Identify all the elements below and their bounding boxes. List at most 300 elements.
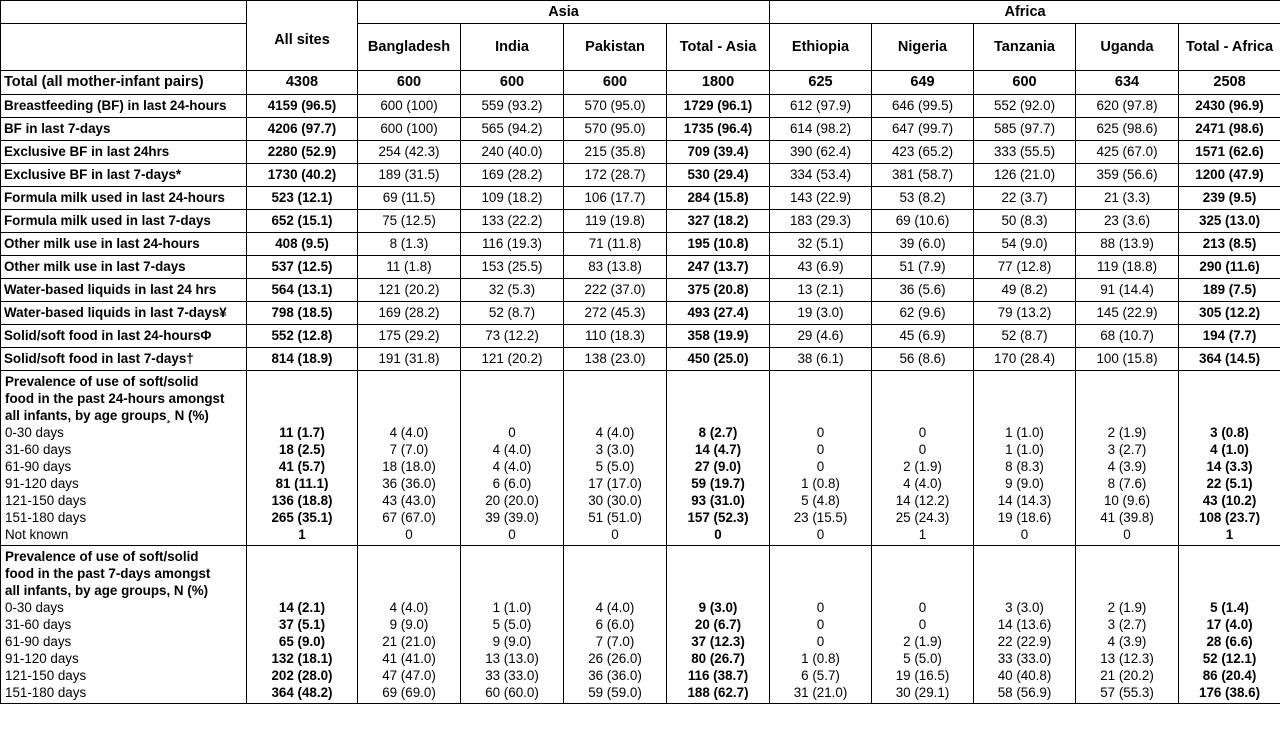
section-caption [5, 548, 242, 599]
total-row-label: Total (all mother-infant pairs) [1, 71, 247, 95]
spacer [251, 373, 353, 390]
section-value: 28 (6.6) [1206, 634, 1253, 650]
spacer [568, 390, 662, 407]
data-cell: 364 (14.5) [1179, 348, 1280, 371]
section-value: 41 (39.8) [1100, 510, 1154, 526]
data-cell: 239 (9.5) [1179, 187, 1280, 210]
section-value: 7 (7.0) [595, 634, 635, 650]
section-cell [247, 546, 358, 704]
section-value: 67 (67.0) [382, 510, 436, 526]
spacer [774, 373, 867, 390]
section-value: 1 (0.8) [801, 651, 840, 667]
spacer [568, 407, 662, 424]
data-cell: 170 (28.4) [974, 348, 1076, 371]
section-caption-line: food in the past 24-hours amongst [5, 391, 225, 407]
data-cell: 38 (6.1) [770, 348, 872, 371]
section-value: 41 (41.0) [382, 651, 436, 667]
section-cell [872, 371, 974, 546]
section-value: 1 (0.8) [801, 476, 840, 492]
row-label: BF in last 7-days [1, 118, 247, 141]
data-cell: 13 (2.1) [770, 279, 872, 302]
data-cell: 119 (18.8) [1076, 256, 1179, 279]
data-cell: 552 (12.8) [247, 325, 358, 348]
data-cell: 213 (8.5) [1179, 233, 1280, 256]
data-cell: 52 (8.7) [974, 325, 1076, 348]
section-value: 22 (22.9) [997, 634, 1052, 650]
data-cell: 22 (3.7) [974, 187, 1076, 210]
section-caption-line: all infants, by age groups¸ N (%) [5, 408, 209, 424]
section-value: 0 [918, 425, 927, 441]
spacer [1080, 582, 1174, 599]
spacer [1183, 582, 1276, 599]
section-cell [1179, 546, 1280, 704]
data-cell: 570 (95.0) [564, 95, 667, 118]
section-row-section7 [1, 546, 1280, 704]
header-country: Total - Asia [667, 24, 770, 71]
section-caption [5, 373, 242, 424]
section-value: 1 [1225, 527, 1234, 543]
data-cell: 77 (12.8) [974, 256, 1076, 279]
section-value: 5 (5.0) [595, 459, 635, 475]
section-value: 364 (48.2) [271, 685, 333, 701]
section-value: 0 [405, 527, 413, 543]
section-value: 0 [918, 617, 927, 633]
data-cell: 110 (18.3) [564, 325, 667, 348]
section-value: 9 (3.0) [698, 600, 738, 616]
section-value: 58 (56.9) [997, 685, 1052, 701]
section-value: 6 (6.0) [595, 617, 635, 633]
data-cell: 8 (1.3) [358, 233, 461, 256]
data-cell: 69 (10.6) [872, 210, 974, 233]
section-value: 39 (39.0) [485, 510, 539, 526]
section-value: 11 (1.7) [279, 425, 325, 441]
data-cell: 334 (53.4) [770, 164, 872, 187]
data-cell: 375 (20.8) [667, 279, 770, 302]
section-value: 51 (51.0) [588, 510, 642, 526]
section-value: 31 (21.0) [793, 685, 848, 701]
section-cell [461, 371, 564, 546]
data-cell: 153 (25.5) [461, 256, 564, 279]
spacer [362, 373, 456, 390]
spacer [978, 407, 1071, 424]
table-row [1, 348, 1280, 371]
section-value: 0 [611, 527, 619, 543]
data-cell: 290 (11.6) [1179, 256, 1280, 279]
header-row-regions [1, 1, 1280, 24]
section-value: 41 (5.7) [278, 459, 326, 475]
section-value: 1 [298, 527, 306, 543]
section-cell [770, 371, 872, 546]
section-value: 18 (2.5) [278, 442, 326, 458]
section-value: 1 (1.0) [492, 600, 532, 616]
spacer [876, 565, 969, 582]
total-cell: 4308 [247, 71, 358, 95]
section-value: 27 (9.0) [694, 459, 742, 475]
data-cell: 423 (65.2) [872, 141, 974, 164]
spacer [251, 565, 353, 582]
section-label [1, 371, 247, 546]
section-value: 108 (23.7) [1199, 510, 1261, 526]
section-value: 265 (35.1) [271, 510, 333, 526]
data-cell: 2471 (98.6) [1179, 118, 1280, 141]
data-cell: 56 (8.6) [872, 348, 974, 371]
age-group-label: Not known [5, 527, 69, 543]
data-cell: 50 (8.3) [974, 210, 1076, 233]
data-cell: 333 (55.5) [974, 141, 1076, 164]
data-cell: 600 (100) [358, 95, 461, 118]
section-value: 20 (6.7) [694, 617, 742, 633]
data-cell: 183 (29.3) [770, 210, 872, 233]
data-cell: 143 (22.9) [770, 187, 872, 210]
row-label: Exclusive BF in last 24hrs [1, 141, 247, 164]
data-cell: 359 (56.6) [1076, 164, 1179, 187]
section-value: 0 [816, 634, 825, 650]
data-cell: 652 (15.1) [247, 210, 358, 233]
section-caption-line: food in the past 7-days amongst [5, 566, 211, 582]
section-value: 4 (4.0) [389, 600, 429, 616]
data-cell: 79 (13.2) [974, 302, 1076, 325]
data-cell: 100 (15.8) [1076, 348, 1179, 371]
data-cell: 119 (19.8) [564, 210, 667, 233]
data-cell: 1730 (40.2) [247, 164, 358, 187]
data-cell: 305 (12.2) [1179, 302, 1280, 325]
data-cell: 254 (42.3) [358, 141, 461, 164]
section-value: 30 (29.1) [895, 685, 950, 701]
section-value: 36 (36.0) [382, 476, 436, 492]
total-cell: 625 [770, 71, 872, 95]
section-value: 19 (16.5) [895, 668, 950, 684]
section-value: 18 (18.0) [382, 459, 436, 475]
data-cell: 1735 (96.4) [667, 118, 770, 141]
header-corner [1, 1, 247, 24]
spacer [978, 373, 1071, 390]
section-value: 21 (20.2) [1100, 668, 1154, 684]
section-value: 81 (11.1) [275, 476, 329, 492]
section-value: 176 (38.6) [1199, 685, 1261, 701]
section-value: 5 (5.0) [903, 651, 942, 667]
section-value: 0 [816, 442, 825, 458]
section-value: 2 (1.9) [903, 634, 942, 650]
data-cell: 32 (5.3) [461, 279, 564, 302]
spacer [465, 548, 559, 565]
section-value: 14 (13.6) [997, 617, 1052, 633]
spacer [876, 407, 969, 424]
spacer [251, 390, 353, 407]
data-cell: 585 (97.7) [974, 118, 1076, 141]
section-value: 5 (1.4) [1210, 600, 1249, 616]
data-cell: 647 (99.7) [872, 118, 974, 141]
row-label: Other milk use in last 24-hours [1, 233, 247, 256]
spacer [465, 582, 559, 599]
data-cell: 126 (21.0) [974, 164, 1076, 187]
data-cell: 45 (6.9) [872, 325, 974, 348]
age-group-label: 31-60 days [5, 617, 72, 633]
data-cell: 175 (29.2) [358, 325, 461, 348]
section-value: 6 (6.0) [492, 476, 532, 492]
spacer [774, 390, 867, 407]
data-cell: 116 (19.3) [461, 233, 564, 256]
data-cell: 2280 (52.9) [247, 141, 358, 164]
spacer [774, 582, 867, 599]
section-value: 37 (5.1) [278, 617, 326, 633]
section-value: 2 (1.9) [1107, 425, 1147, 441]
section-value: 9 (9.0) [492, 634, 532, 650]
section-value: 8 (8.3) [1005, 459, 1044, 475]
spacer [465, 565, 559, 582]
header-corner-lower [1, 24, 247, 71]
data-cell: 75 (12.5) [358, 210, 461, 233]
data-cell: 36 (5.6) [872, 279, 974, 302]
section-value: 33 (33.0) [485, 668, 539, 684]
data-cell: 564 (13.1) [247, 279, 358, 302]
table-row [1, 187, 1280, 210]
data-cell: 450 (25.0) [667, 348, 770, 371]
spacer [774, 548, 867, 565]
section-cell [872, 546, 974, 704]
data-cell: 493 (27.4) [667, 302, 770, 325]
spacer [362, 390, 456, 407]
table-row [1, 233, 1280, 256]
spacer [1080, 407, 1174, 424]
section-value: 25 (24.3) [895, 510, 950, 526]
spacer [978, 565, 1071, 582]
data-cell: 1571 (62.6) [1179, 141, 1280, 164]
data-cell: 814 (18.9) [247, 348, 358, 371]
spacer [1080, 390, 1174, 407]
spacer [671, 373, 765, 390]
section-value: 65 (9.0) [278, 634, 326, 650]
data-cell: 215 (35.8) [564, 141, 667, 164]
section-value: 0 [714, 527, 722, 543]
section-value: 86 (20.4) [1202, 668, 1257, 684]
header-africa: Africa [770, 1, 1280, 24]
section-value: 4 (3.9) [1107, 634, 1147, 650]
data-cell: 68 (10.7) [1076, 325, 1179, 348]
data-cell: 408 (9.5) [247, 233, 358, 256]
spacer [568, 548, 662, 565]
section-value: 0 [508, 425, 516, 441]
section-value: 8 (2.7) [698, 425, 738, 441]
spacer [978, 390, 1071, 407]
data-cell: 625 (98.6) [1076, 118, 1179, 141]
spacer [568, 582, 662, 599]
spacer [1080, 373, 1174, 390]
section-value: 17 (4.0) [1206, 617, 1253, 633]
spacer [362, 565, 456, 582]
section-value: 14 (4.7) [694, 442, 742, 458]
section-value: 80 (26.7) [691, 651, 745, 667]
section-caption-line: Prevalence of use of soft/solid [5, 549, 199, 565]
data-cell: 523 (12.1) [247, 187, 358, 210]
spacer [251, 582, 353, 599]
section-value: 0 [816, 527, 825, 543]
section-value: 1 (1.0) [1005, 442, 1044, 458]
total-cell: 1800 [667, 71, 770, 95]
data-cell: 284 (15.8) [667, 187, 770, 210]
data-cell: 194 (7.7) [1179, 325, 1280, 348]
data-cell: 54 (9.0) [974, 233, 1076, 256]
age-group-label: 61-90 days [5, 459, 72, 475]
section-value: 3 (3.0) [595, 442, 635, 458]
section-value: 37 (12.3) [691, 634, 745, 650]
data-cell: 51 (7.9) [872, 256, 974, 279]
age-group-label: 121-150 days [5, 493, 87, 509]
section-value: 0 [816, 425, 825, 441]
data-cell: 11 (1.8) [358, 256, 461, 279]
section-value: 22 (5.1) [1206, 476, 1253, 492]
total-cell: 600 [974, 71, 1076, 95]
section-value: 13 (12.3) [1100, 651, 1154, 667]
spacer [671, 390, 765, 407]
data-cell: 19 (3.0) [770, 302, 872, 325]
section-value: 17 (17.0) [588, 476, 642, 492]
section-value: 33 (33.0) [997, 651, 1052, 667]
spacer [1183, 407, 1276, 424]
data-cell: 565 (94.2) [461, 118, 564, 141]
section-value: 3 (3.0) [1005, 600, 1044, 616]
section-value: 26 (26.0) [588, 651, 642, 667]
section-cell [1076, 546, 1179, 704]
age-group-label: 91-120 days [5, 651, 79, 667]
section-value: 8 (7.6) [1107, 476, 1147, 492]
total-cell: 634 [1076, 71, 1179, 95]
data-cell: 537 (12.5) [247, 256, 358, 279]
section-cell [461, 546, 564, 704]
spacer [876, 582, 969, 599]
data-cell: 91 (14.4) [1076, 279, 1179, 302]
section-value: 4 (4.0) [389, 425, 429, 441]
section-cell [1179, 371, 1280, 546]
section-value: 116 (38.7) [687, 668, 749, 684]
data-cell: 381 (58.7) [872, 164, 974, 187]
section-value: 4 (1.0) [1210, 442, 1249, 458]
section-value: 0 [918, 442, 927, 458]
row-label: Breastfeeding (BF) in last 24-hours [1, 95, 247, 118]
row-label: Water-based liquids in last 7-days¥ [1, 302, 247, 325]
spacer [568, 565, 662, 582]
data-cell: 191 (31.8) [358, 348, 461, 371]
data-cell: 222 (37.0) [564, 279, 667, 302]
spacer [362, 548, 456, 565]
data-cell: 798 (18.5) [247, 302, 358, 325]
total-cell: 600 [461, 71, 564, 95]
section-cell [667, 371, 770, 546]
section-cell [247, 371, 358, 546]
table-row [1, 95, 1280, 118]
section-value: 36 (36.0) [588, 668, 642, 684]
section-cell [974, 546, 1076, 704]
table-row [1, 325, 1280, 348]
data-cell: 4206 (97.7) [247, 118, 358, 141]
section-value: 4 (4.0) [492, 442, 532, 458]
spacer [251, 548, 353, 565]
data-cell: 39 (6.0) [872, 233, 974, 256]
age-group-label: 31-60 days [5, 442, 72, 458]
spacer [978, 548, 1071, 565]
section-cell [667, 546, 770, 704]
section-value: 21 (21.0) [382, 634, 436, 650]
data-cell: 62 (9.6) [872, 302, 974, 325]
section-value: 0 [816, 600, 825, 616]
header-all-sites: All sites [247, 1, 358, 71]
row-label: Formula milk used in last 7-days [1, 210, 247, 233]
section-value: 3 (2.7) [1107, 442, 1147, 458]
section-value: 14 (2.1) [278, 600, 326, 616]
section-value: 30 (30.0) [588, 493, 642, 509]
data-cell: 614 (98.2) [770, 118, 872, 141]
spacer [568, 373, 662, 390]
spacer [774, 407, 867, 424]
spacer [876, 548, 969, 565]
section-value: 2 (1.9) [1107, 600, 1147, 616]
section-cell [564, 371, 667, 546]
data-cell: 240 (40.0) [461, 141, 564, 164]
table-row [1, 164, 1280, 187]
table-row [1, 210, 1280, 233]
data-cell: 559 (93.2) [461, 95, 564, 118]
table-row [1, 256, 1280, 279]
section-value: 3 (2.7) [1107, 617, 1147, 633]
data-cell: 43 (6.9) [770, 256, 872, 279]
data-cell: 121 (20.2) [461, 348, 564, 371]
header-country: Pakistan [564, 24, 667, 71]
age-group-label: 0-30 days [5, 425, 64, 441]
data-cell: 71 (11.8) [564, 233, 667, 256]
table-row [1, 118, 1280, 141]
section-value: 9 (9.0) [1005, 476, 1044, 492]
data-cell: 358 (19.9) [667, 325, 770, 348]
spacer [1080, 548, 1174, 565]
data-cell: 325 (13.0) [1179, 210, 1280, 233]
data-cell: 425 (67.0) [1076, 141, 1179, 164]
spacer [1183, 390, 1276, 407]
header-country: Total - Africa [1179, 24, 1280, 71]
section-value: 59 (59.0) [588, 685, 642, 701]
section-value: 4 (4.0) [903, 476, 942, 492]
spacer [251, 407, 353, 424]
section-value: 132 (18.1) [271, 651, 333, 667]
data-cell: 53 (8.2) [872, 187, 974, 210]
data-cell: 169 (28.2) [358, 302, 461, 325]
spacer [671, 407, 765, 424]
section-value: 0 [918, 600, 927, 616]
data-cell: 83 (13.8) [564, 256, 667, 279]
section-value: 43 (10.2) [1202, 493, 1257, 509]
table-row [1, 302, 1280, 325]
section-cell [770, 546, 872, 704]
section-value: 0 [816, 459, 825, 475]
age-group-label: 0-30 days [5, 600, 64, 616]
section-label [1, 546, 247, 704]
data-cell: 88 (13.9) [1076, 233, 1179, 256]
header-country: Ethiopia [770, 24, 872, 71]
total-cell: 600 [358, 71, 461, 95]
section-value: 57 (55.3) [1100, 685, 1154, 701]
data-cell: 109 (18.2) [461, 187, 564, 210]
section-value: 202 (28.0) [271, 668, 333, 684]
section-value: 19 (18.6) [997, 510, 1052, 526]
section-value: 0 [1020, 527, 1029, 543]
data-cell: 2430 (96.9) [1179, 95, 1280, 118]
section-value: 3 (0.8) [1210, 425, 1249, 441]
table-row [1, 279, 1280, 302]
section-value: 47 (47.0) [382, 668, 436, 684]
section-value: 2 (1.9) [903, 459, 942, 475]
spacer [876, 373, 969, 390]
section-value: 9 (9.0) [389, 617, 429, 633]
header-country: Tanzania [974, 24, 1076, 71]
header-country: India [461, 24, 564, 71]
